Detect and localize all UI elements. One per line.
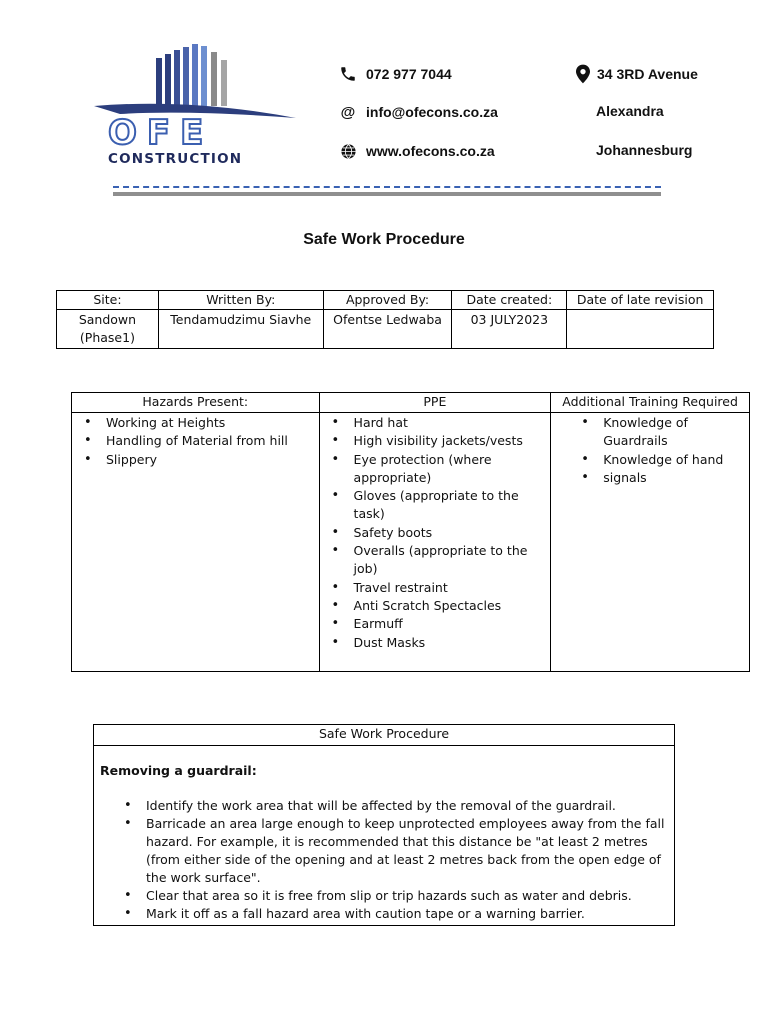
- procedure-header-row: [94, 725, 675, 746]
- procedure-header: Safe Work Procedure: [94, 725, 675, 746]
- address-line-2: Alexandra: [596, 103, 664, 119]
- list-item: • Eye protection (where appropriate): [354, 451, 547, 488]
- procedure-step: • Mark it off as a fall hazard area with caution tape or a warning barrier.: [146, 905, 668, 923]
- website-row: [338, 141, 495, 161]
- list-item: • signals: [603, 469, 745, 487]
- address-row: [573, 64, 698, 84]
- list-item: • Anti Scratch Spectacles: [354, 597, 547, 615]
- document-info-table: [56, 290, 714, 349]
- site-header: Site:: [57, 291, 159, 310]
- date-revision-header: Date of late revision: [567, 291, 714, 310]
- location-pin-icon: [573, 64, 593, 84]
- list-item: • Overalls (appropriate to the job): [354, 542, 547, 579]
- procedure-content-row: [94, 746, 675, 926]
- procedure-step: • Identify the work area that will be affected by the removal of the guardrail.: [146, 797, 668, 815]
- phone-row: [338, 64, 452, 84]
- date-created-header: Date created:: [452, 291, 567, 310]
- building-logo-graphic: [90, 40, 300, 170]
- hazards-header-row: [72, 393, 750, 413]
- ppe-header: PPE: [319, 393, 551, 413]
- approved-by-header: Approved By:: [323, 291, 452, 310]
- list-item: • Earmuff: [354, 615, 547, 633]
- header-divider-dashed: [113, 186, 661, 188]
- list-item: • Knowledge of Guardrails: [603, 414, 745, 451]
- list-item: • Travel restraint: [354, 579, 547, 597]
- procedure-table: [93, 724, 675, 926]
- phone-number: 072 977 7044: [366, 66, 452, 82]
- procedure-heading: Removing a guardrail:: [100, 763, 257, 778]
- hazards-ppe-table: [71, 392, 750, 672]
- hazards-content-row: [72, 413, 750, 672]
- training-header: Additional Training Required: [551, 393, 750, 413]
- info-header-row: [57, 291, 714, 310]
- training-cell: [551, 413, 750, 672]
- approved-by-value: Ofentse Ledwaba: [323, 310, 452, 349]
- website-url[interactable]: www.ofecons.co.za: [366, 143, 495, 159]
- list-item: • Slippery: [106, 451, 315, 469]
- company-logo: [90, 40, 300, 170]
- header-divider-solid: [113, 192, 661, 196]
- list-item: • Working at Heights: [106, 414, 315, 432]
- list-item: • Hard hat: [354, 414, 547, 432]
- list-item: • Dust Masks: [354, 634, 547, 652]
- procedure-step: • Barricade an area large enough to keep unprotected employees away from the fall hazard. For example, it is recommended that this distance be "at least 2 metres (from either side of the opening and at least 2 metres back from the open edge of the work surface".: [146, 815, 668, 887]
- training-list: [555, 414, 745, 487]
- hazards-list: [76, 414, 315, 469]
- list-item: • Handling of Material from hill: [106, 432, 315, 450]
- procedure-steps: [100, 797, 668, 923]
- procedure-step: • Clear that area so it is free from slip or trip hazards such as water and debris.: [146, 887, 668, 905]
- hazards-header: Hazards Present:: [72, 393, 320, 413]
- list-item: • Gloves (appropriate to the task): [354, 487, 547, 524]
- written-by-header: Written By:: [158, 291, 323, 310]
- phone-icon: [338, 64, 358, 84]
- address-line-3: Johannesburg: [596, 142, 693, 158]
- ppe-list: [324, 414, 547, 652]
- logo-letters: OFE: [108, 113, 214, 153]
- logo-company-name: CONSTRUCTION: [108, 151, 243, 167]
- page-title: Safe Work Procedure: [303, 231, 465, 248]
- ppe-cell: [319, 413, 551, 672]
- date-revision-value: [567, 310, 714, 349]
- list-item: • Knowledge of hand: [603, 451, 745, 469]
- procedure-cell: [94, 746, 675, 926]
- list-item: • High visibility jackets/vests: [354, 432, 547, 450]
- date-created-value: 03 JULY2023: [452, 310, 567, 349]
- globe-icon: [338, 141, 358, 161]
- info-value-row: [57, 310, 714, 349]
- written-by-value: Tendamudzimu Siavhe: [158, 310, 323, 349]
- list-item: • Safety boots: [354, 524, 547, 542]
- address-line-1: 34 3RD Avenue: [597, 66, 698, 82]
- email-address[interactable]: info@ofecons.co.za: [366, 104, 498, 120]
- site-value: Sandown (Phase1): [57, 310, 159, 349]
- hazards-cell: [72, 413, 320, 672]
- email-row: [338, 102, 498, 122]
- at-sign-icon: @: [340, 103, 356, 121]
